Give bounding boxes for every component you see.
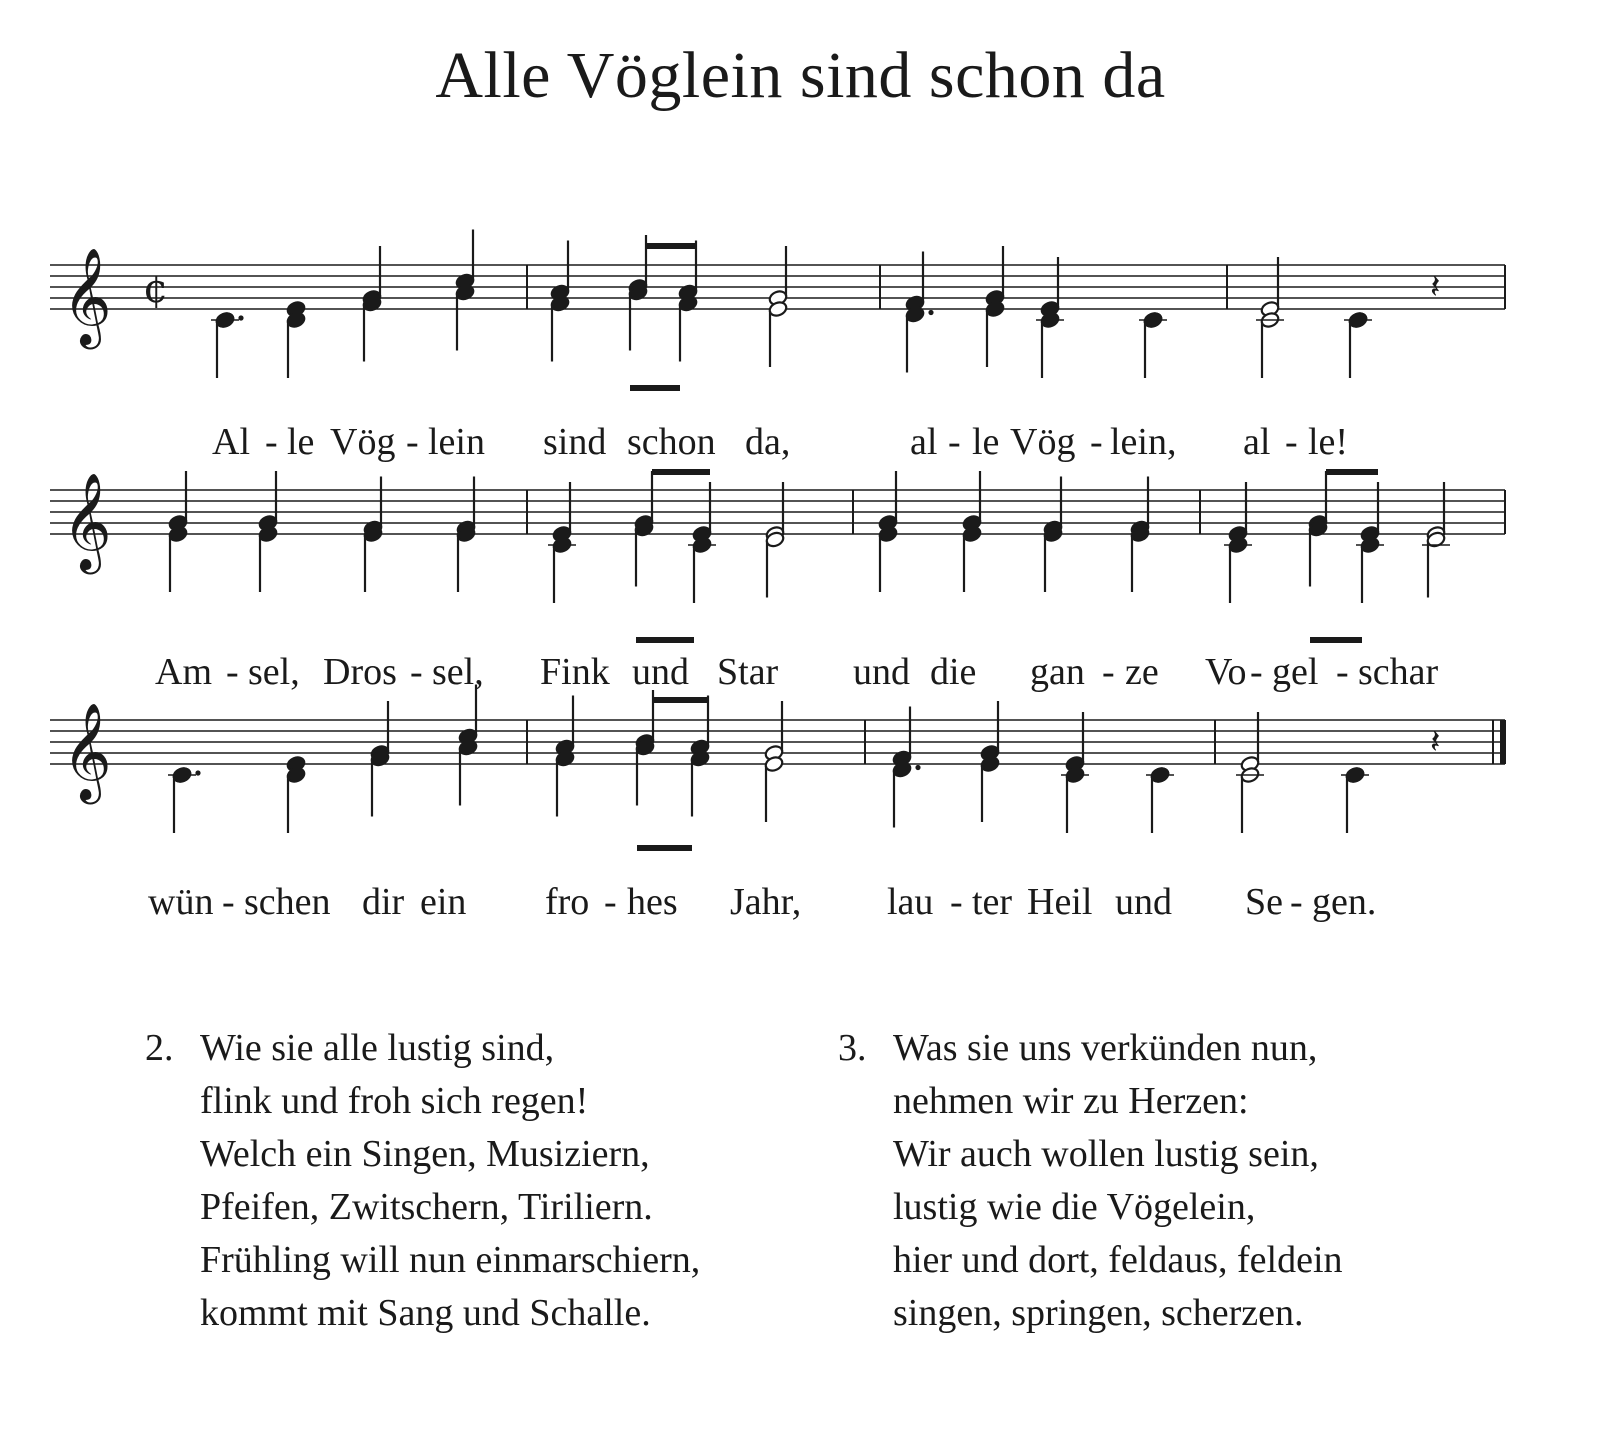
lyric-syllable: sel, xyxy=(248,651,300,693)
lyric-syllable: und xyxy=(632,651,689,693)
verse-line: flink und froh sich regen! xyxy=(200,1080,589,1122)
verse-number: 2. xyxy=(145,1027,174,1069)
lyric-hyphen: - xyxy=(1102,651,1115,693)
treble-clef-icon: 𝄞 xyxy=(62,247,112,345)
verse-line: hier und dort, feldaus, feldein xyxy=(893,1239,1343,1281)
lyric-hyphen: - xyxy=(604,881,617,923)
lyric-syllable: Vög xyxy=(330,421,396,463)
verse-line: Was sie uns verkünden nun, xyxy=(893,1027,1318,1069)
verse-line: lustig wie die Vögelein, xyxy=(893,1186,1256,1228)
verse-line: kommt mit Sang und Schalle. xyxy=(200,1292,651,1334)
lyric-hyphen: - xyxy=(222,881,235,923)
lyric-syllable: al xyxy=(910,421,938,463)
lyric-syllable: Heil xyxy=(1027,881,1093,923)
lyric-syllable: Se xyxy=(1245,881,1283,923)
lyric-syllable: ter xyxy=(972,881,1013,923)
verse-line: Wir auch wollen lustig sein, xyxy=(893,1133,1319,1175)
lyric-syllable: gel xyxy=(1272,651,1319,693)
lyric-syllable: sel, xyxy=(432,651,484,693)
dot xyxy=(238,315,243,320)
lyric-syllable: le! xyxy=(1308,421,1349,463)
lyric-hyphen: - xyxy=(265,421,278,463)
lyric-syllable: dir xyxy=(362,881,405,923)
lyric-syllable: schar xyxy=(1358,651,1439,693)
lyric-syllable: ein xyxy=(420,881,467,923)
lyric-hyphen: - xyxy=(406,421,419,463)
dot xyxy=(928,310,933,315)
cut-time-icon: ¢ xyxy=(143,266,169,312)
treble-clef-icon: 𝄞 xyxy=(62,702,112,800)
lyric-syllable: Al xyxy=(212,421,250,463)
lyric-syllable: sind xyxy=(543,421,607,463)
lyric-syllable: gen. xyxy=(1312,881,1377,923)
lyric-syllable: le xyxy=(972,421,1000,463)
lyric-syllable: hes xyxy=(627,881,678,923)
lyric-syllable: fro xyxy=(545,881,590,923)
verse-line: singen, springen, scherzen. xyxy=(893,1292,1304,1334)
lyric-syllable: die xyxy=(930,651,977,693)
dot xyxy=(915,765,920,770)
quarter-rest-icon: 𝄽 xyxy=(1430,267,1441,307)
lyric-syllable: Vög xyxy=(1010,421,1076,463)
lyric-syllable: al xyxy=(1243,421,1271,463)
lyric-syllable: lein, xyxy=(1110,421,1177,463)
treble-clef-icon: 𝄞 xyxy=(62,472,112,570)
lyric-hyphen: - xyxy=(948,421,961,463)
lyric-hyphen: - xyxy=(1090,421,1103,463)
lyric-hyphen: - xyxy=(1336,651,1349,693)
lyric-syllable: lau xyxy=(887,881,934,923)
lyric-syllable: ze xyxy=(1125,651,1159,693)
lyric-syllable: wün xyxy=(148,881,214,923)
verse-line: nehmen wir zu Herzen: xyxy=(893,1080,1249,1122)
verse-line: Wie sie alle lustig sind, xyxy=(200,1027,555,1069)
lyric-hyphen: - xyxy=(1290,881,1303,923)
lyric-syllable: Dros xyxy=(323,651,397,693)
lyric-syllable: lein xyxy=(428,421,485,463)
lyric-syllable: le xyxy=(287,421,315,463)
lyric-syllable: schon xyxy=(627,421,716,463)
lyric-hyphen: - xyxy=(410,651,423,693)
quarter-rest-icon: 𝄽 xyxy=(1430,722,1441,762)
lyric-syllable: und xyxy=(853,651,910,693)
lyric-hyphen: - xyxy=(950,881,963,923)
lyric-syllable: Jahr, xyxy=(730,881,802,923)
lyric-syllable: da, xyxy=(745,421,791,463)
lyric-hyphen: - xyxy=(1285,421,1298,463)
verse-line: Welch ein Singen, Musiziern, xyxy=(200,1133,650,1175)
lyric-syllable: Fink xyxy=(540,651,610,693)
verse-number: 3. xyxy=(838,1027,867,1069)
lyric-syllable: gan xyxy=(1030,651,1085,693)
verse-line: Pfeifen, Zwitschern, Tiriliern. xyxy=(200,1186,653,1228)
lyric-syllable: Am xyxy=(155,651,212,693)
verse-2 xyxy=(145,1022,795,1352)
verse-line: Frühling will nun einmarschiern, xyxy=(200,1239,701,1281)
lyric-syllable: schen xyxy=(244,881,331,923)
lyric-hyphen: - xyxy=(226,651,239,693)
lyric-syllable: und xyxy=(1115,881,1172,923)
song-title: Alle Vöglein sind schon da xyxy=(435,39,1166,112)
lyric-hyphen: - xyxy=(1250,651,1263,693)
verse-3 xyxy=(838,1022,1488,1352)
lyric-syllable: Star xyxy=(717,651,779,693)
dot xyxy=(195,770,200,775)
lyric-syllable: Vo xyxy=(1205,651,1247,693)
